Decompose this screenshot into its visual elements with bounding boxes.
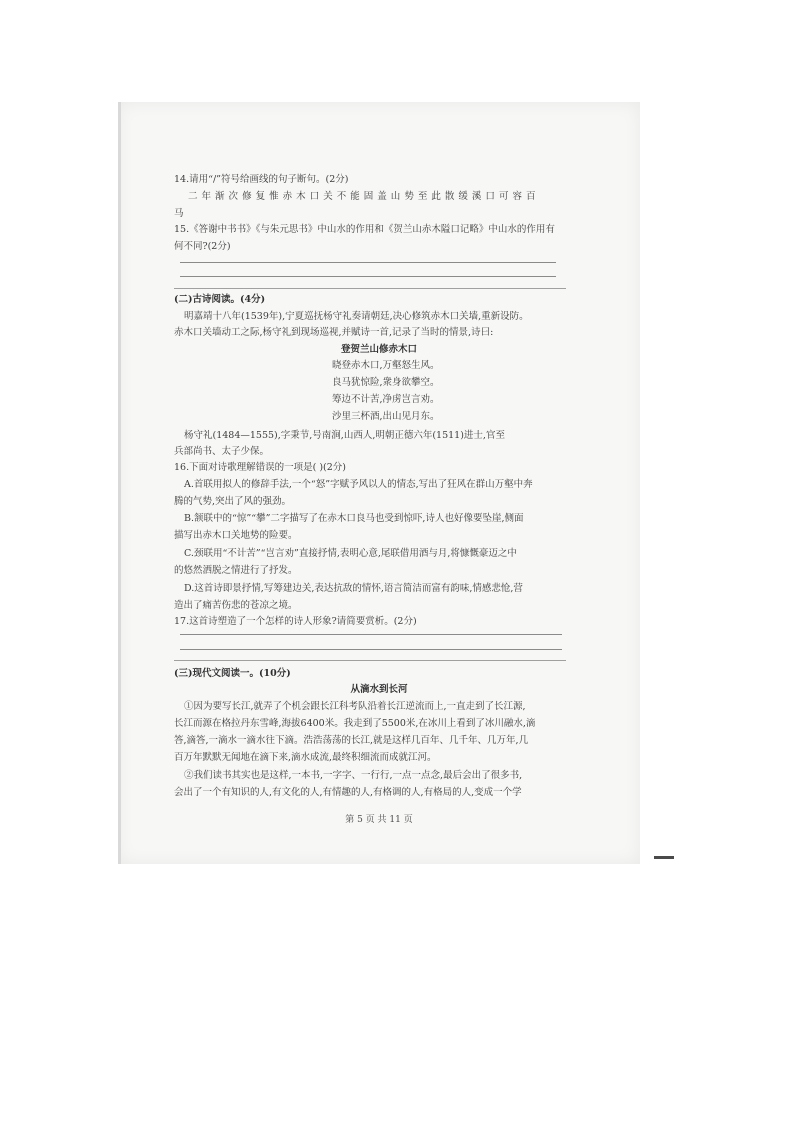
q16-option-d-line2: 造出了痛苦伤悲的苍凉之境。 (174, 600, 298, 611)
q15-prompt-line2: 何不同?(2分) (174, 241, 231, 252)
article-paragraph-line: 百万年默默无闻地在滴下来,滴水成流,最终积细流而成就江河。 (174, 752, 437, 763)
poem-line-4: 沙里三杯酒,出山见月东。 (332, 411, 440, 422)
section2-heading: (二)古诗阅读。(4分) (174, 294, 266, 305)
q16-option-c-line1: C.颈联用“不计苦”“岂言劝”直接抒情,表明心意,尾联借用酒与月,将慷慨豪迈之中 (184, 548, 517, 559)
q16-option-a-line1: A.首联用拟人的修辞手法,一个“怒”字赋予风以人的情态,写出了狂风在群山万壑中奔 (184, 479, 533, 490)
q17-answer-line-1 (180, 634, 562, 635)
poem-line-3: 筹边不计苦,净虏岂言劝。 (332, 394, 440, 405)
q16-option-d-line1: D.这首诗即景抒情,写筹建边关,表达抗敌的情怀,语言简洁而富有韵味,情感悲怆,营 (184, 583, 523, 594)
section-divider-1 (174, 288, 566, 289)
poem-title: 登贺兰山修赤木口 (340, 344, 417, 355)
q16-option-b-line2: 描写出赤木口关地势的险要。 (174, 530, 298, 541)
article-paragraph-line: 答,滴答,一滴水一滴水往下滴。浩浩荡荡的长江,就是这样几百年、几千年、几万年,几 (174, 735, 529, 746)
author-note-line2: 兵部尚书、太子少保。 (174, 446, 270, 457)
poem-line-2: 良马犹惊险,衆身欲攀空。 (332, 377, 440, 388)
q16-option-a-line2: 腾的气势,突出了风的强劲。 (174, 496, 292, 507)
article-paragraph-line: ②我们读书其实也是这样,一本书,一字字、一行行,一点一点念,最后会出了很多书, (184, 770, 523, 781)
section-divider-2 (174, 660, 566, 661)
article-title: 从滴水到长河 (350, 684, 408, 695)
section3-heading: (三)现代文阅读一。(10分) (174, 668, 291, 679)
poem-line-1: 晓登赤木口,万壑怒生风。 (332, 360, 440, 371)
section2-intro-line2: 赤木口关墙动工之际,杨守礼到现场巡视,并赋诗一首,记录了当时的情景,诗曰: (174, 327, 494, 338)
section2-intro-line1: 明嘉靖十八年(1539年),宁夏巡抚杨守礼奏请朝廷,决心修筑赤木口关墙,重新设防。 (184, 311, 529, 322)
q14-sentence-line1: 二 年 渐 次 修 复 惟 赤 木 口 关 不 能 固 盖 山 势 至 此 散 缓 溪 口 可 容 百 (188, 191, 536, 202)
q15-answer-line-1 (180, 262, 556, 263)
author-note-line1: 杨守礼(1484—1555),字秉节,号南涧,山西人,明朝正德六年(1511)进士,官至 (184, 430, 505, 441)
article-paragraph-line: 会出了一个有知识的人,有文化的人,有情趣的人,有格调的人,有格局的人,变成一个学 (174, 787, 522, 798)
q15-answer-line-2 (180, 276, 556, 277)
article-paragraph-line: ①因为要写长江,就弄了个机会跟长江科考队沿着长江逆流而上,一直走到了长江源, (184, 701, 526, 712)
q17-prompt: 17.这首诗塑造了一个怎样的诗人形象?请简要赏析。(2分) (174, 616, 417, 627)
q16-prompt: 16.下面对诗歌理解错误的一项是( )(2分) (174, 462, 346, 473)
scanned-exam-page (118, 102, 640, 864)
page-number: 第 5 页 共 11 页 (345, 815, 413, 825)
q16-option-b-line1: B.颔联中的“惊”“攀”二字描写了在赤木口良马也受到惊吓,诗人也好像要坠崖,侧面 (184, 513, 524, 524)
q17-answer-line-2 (180, 649, 562, 650)
scan-edge-shadow (118, 102, 121, 864)
q14-sentence-line2: 马 (174, 208, 184, 219)
article-paragraph-line: 长江而源在格拉丹东雪峰,海拔6400米。我走到了5500米,在冰川上看到了冰川融水,滴 (174, 718, 536, 729)
q15-prompt-line1: 15.《答谢中书书》《与朱元思书》中山水的作用和《贺兰山赤木隘口记略》中山水的作用有 (174, 224, 555, 235)
scan-corner-mark (654, 856, 674, 859)
q16-option-c-line2: 的悠然洒脱之情进行了抒发。 (174, 565, 298, 576)
q14-prompt: 14.请用“/”符号给画线的句子断句。(2分) (174, 174, 349, 185)
